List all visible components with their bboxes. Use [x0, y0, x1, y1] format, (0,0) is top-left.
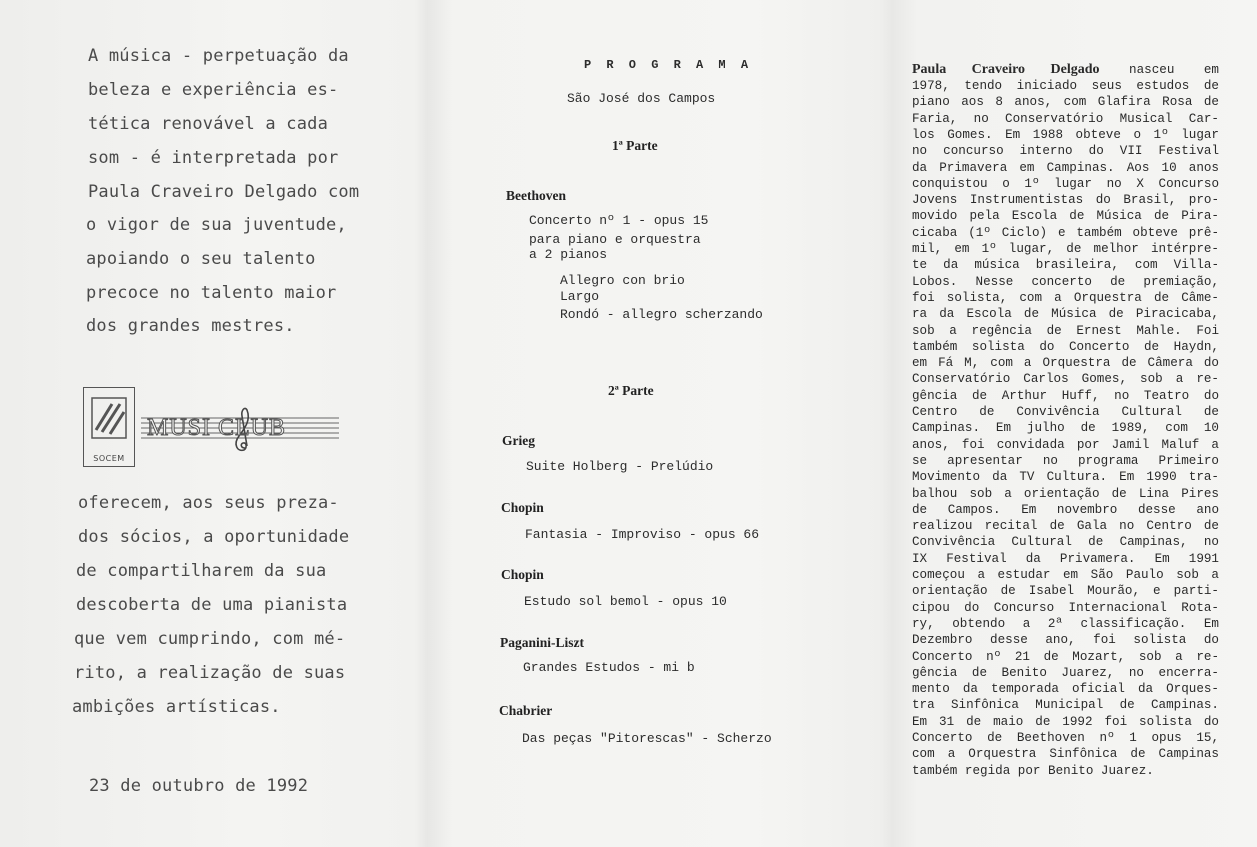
intro-line: beleza e experiência es- [88, 80, 339, 100]
bio-line: movido pela Escola de Música de Pira- [912, 209, 1219, 224]
bio-line: no concurso interno do VII Festival [912, 144, 1219, 159]
work-title: Grandes Estudos - mi b [523, 660, 695, 675]
bio-line: Lobos. Nesse concerto de premiação, [912, 274, 1219, 289]
biography-panel [875, 0, 1257, 847]
bio-line: foi solista, com a Orquestra de Câme- [912, 290, 1219, 305]
bio-line: se apresentar no programa Primeiro [912, 453, 1219, 468]
bio-line: Em 31 de maio de 1992 foi solista do [912, 714, 1219, 729]
composer-name: Paganini-Liszt [500, 635, 585, 650]
bio-line: Dezembro desse ano, foi solista do [912, 633, 1219, 648]
offer-line: rito, a realização de suas [74, 663, 346, 683]
bio-line: da Primavera em Campinas. Aos 10 anos [912, 160, 1219, 175]
bio-line: mento da temporada oficial da Orques- [912, 682, 1219, 697]
movement: Rondó - allegro scherzando [560, 307, 763, 322]
left-panel [0, 0, 420, 847]
bio-line: te da música brasileira, com Villa- [912, 258, 1219, 273]
bio-line: IX Festival da Privamera. Em 1991 [912, 551, 1219, 566]
bio-line: Centro de Convivência Cultural de [912, 405, 1219, 419]
bio-line: Movimento da TV Cultura. Em 1990 tra- [912, 470, 1219, 485]
work-title: Estudo sol bemol - opus 10 [524, 594, 727, 609]
bio-first-line [912, 62, 1219, 78]
bio-line: Concerto de Beethoven nº 1 opus 15, [912, 731, 1219, 745]
bio-line: sob a regência de Ernest Mahle. Foi [912, 323, 1219, 338]
socem-mark-icon [90, 396, 128, 444]
bio-line: realizou recital de Gala no Centro de [912, 519, 1219, 534]
bio-line: cipou do Concurso Internacional Rota- [912, 600, 1219, 615]
bio-line: em Fá M, com a Orquestra de Câmera do [912, 356, 1219, 371]
bio-line: também solista do Concerto de Haydn, [912, 339, 1219, 354]
bio-line: Conservatório Carlos Gomes, sob a re- [912, 372, 1219, 387]
offer-line: ambições artísticas. [72, 697, 281, 717]
musiclub-logo [141, 404, 341, 452]
bio-line: gência de Benito Juarez, no encerra- [912, 665, 1219, 680]
program-title: P R O G R A M A [584, 58, 753, 72]
bio-line: Convivência Cultural de Campinas, no [912, 535, 1219, 550]
bio-line: Concerto nº 21 de Mozart, sob a re- [912, 649, 1219, 664]
offer-line: oferecem, aos seus preza- [78, 493, 339, 513]
brand-name: MUSI CLUB [147, 415, 287, 441]
socem-logo [83, 387, 135, 467]
intro-line: A música - perpetuação da [88, 46, 349, 66]
work-title: Fantasia - Improviso - opus 66 [525, 527, 760, 542]
bio-line: conquistou o 1º lugar no X Concurso [912, 176, 1219, 191]
part2-heading: 2ª Parte [608, 383, 654, 398]
intro-line: precoce no talento maior [86, 283, 337, 303]
bio-line: cicaba (1º Ciclo) e também obteve prê- [912, 225, 1219, 240]
bio-line: anos, foi convidada por Jamil Maluf a [912, 437, 1219, 452]
part1-heading: 1ª Parte [612, 138, 658, 153]
intro-line: som - é interpretada por [88, 148, 339, 168]
bio-line: mil, em 1º lugar, de melhor intérpre- [912, 242, 1219, 256]
bio-line: Campinas. Em julho de 1989, com 10 [912, 421, 1219, 436]
socem-label: SOCEM [93, 454, 125, 463]
bio-line: ry, obtendo a 2ª classificação. Em [912, 616, 1219, 631]
work-line: a 2 pianos [529, 247, 608, 262]
intro-line: tética renovável a cada [88, 114, 329, 134]
bio-text: nasceu em [1129, 63, 1219, 77]
bio-line: ra da Escola de Música de Piracicaba, [912, 307, 1219, 322]
program-panel [420, 0, 875, 847]
bio-line: de Campos. Em novembro desse ano [912, 502, 1219, 517]
intro-line: apoiando o seu talento [86, 249, 316, 269]
work-title: Suite Holberg - Prelúdio [526, 459, 714, 474]
work-title: Das peças "Pitorescas" - Scherzo [522, 731, 772, 746]
offer-line: dos sócios, a oportunidade [78, 527, 350, 547]
movement: Largo [560, 289, 600, 304]
bio-line: tra Sinfônica Municipal de Campinas. [912, 698, 1219, 713]
pianist-name: Paula Craveiro Delgado [912, 62, 1100, 77]
composer-name: Chopin [501, 567, 544, 582]
intro-line: Paula Craveiro Delgado com [88, 182, 360, 202]
intro-line: o vigor de sua juventude, [86, 215, 347, 235]
bio-line: balhou sob a orientação de Lina Pires [912, 486, 1219, 501]
bio-line: 1978, tendo iniciado seus estudos de [912, 79, 1219, 93]
composer-name: Chopin [501, 500, 544, 515]
work-line: Concerto nº 1 - opus 15 [529, 213, 709, 228]
program-location: São José dos Campos [567, 91, 716, 106]
composer-name: Grieg [502, 433, 535, 448]
bio-line: los Gomes. Em 1988 obteve o 1º lugar [912, 127, 1219, 142]
composer-name: Beethoven [506, 188, 566, 203]
offer-line: que vem cumprindo, com mé- [74, 629, 346, 649]
offer-line: descoberta de uma pianista [76, 595, 348, 615]
composer-name: Chabrier [499, 703, 553, 718]
bio-line: com a Orquestra Sinfônica de Campinas [912, 747, 1219, 762]
bio-line: orientação de Isabel Mourão, e parti- [912, 584, 1219, 599]
work-line: para piano e orquestra [529, 232, 701, 247]
intro-line: dos grandes mestres. [86, 316, 295, 336]
offer-line: de compartilharem da sua [76, 561, 327, 581]
bio-line: Faria, no Conservatório Musical Car- [912, 111, 1219, 126]
bio-line: gência de Arthur Huff, no Teatro do [912, 388, 1219, 403]
bio-line: também regida por Benito Juarez. [912, 763, 1154, 778]
bio-line: começou a estudar em São Paulo sob a [912, 568, 1219, 582]
concert-date: 23 de outubro de 1992 [89, 776, 309, 796]
bio-line: Jovens Instrumentistas do Brasil, pro- [912, 193, 1219, 208]
movement: Allegro con brio [560, 273, 685, 288]
bio-line: piano aos 8 anos, com Glafira Rosa de [912, 95, 1219, 110]
